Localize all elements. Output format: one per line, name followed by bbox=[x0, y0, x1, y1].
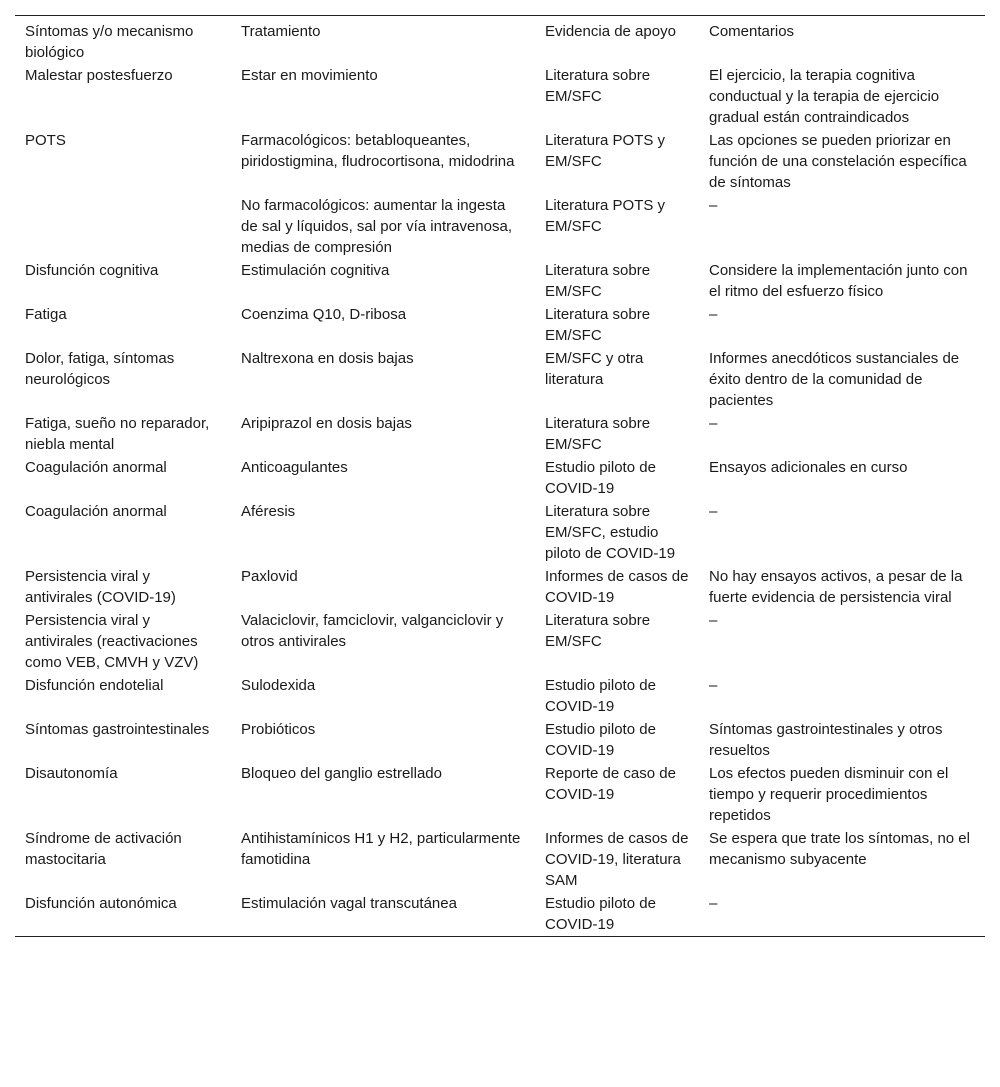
table-body bbox=[15, 64, 985, 937]
table-row bbox=[15, 129, 985, 194]
cell-evidence: Reporte de caso de COVID-19 bbox=[545, 765, 676, 803]
table-row bbox=[15, 718, 985, 762]
cell-symptom: Persistencia viral y antivirales (reactivaciones como VEB, CMVH y VZV) bbox=[25, 612, 199, 671]
cell-evidence: Literatura POTS y EM/SFC bbox=[545, 132, 666, 170]
table-row bbox=[15, 674, 985, 718]
header-row bbox=[15, 16, 985, 65]
cell-comments: – bbox=[709, 895, 718, 912]
table-row bbox=[15, 64, 985, 129]
cell-treatment: Estimulación cognitiva bbox=[241, 262, 390, 279]
cell-evidence: Literatura sobre EM/SFC bbox=[545, 306, 651, 344]
cell-evidence: Estudio piloto de COVID-19 bbox=[545, 677, 656, 715]
cell-symptom: Disautonomía bbox=[25, 765, 118, 782]
cell-evidence: Literatura sobre EM/SFC bbox=[545, 415, 651, 453]
cell-evidence: Estudio piloto de COVID-19 bbox=[545, 895, 656, 933]
cell-comments: – bbox=[709, 612, 718, 629]
cell-treatment: Aféresis bbox=[241, 503, 296, 520]
table-row bbox=[15, 347, 985, 412]
cell-comments: No hay ensayos activos, a pesar de la fuerte evidencia de persistencia viral bbox=[709, 568, 963, 606]
table-header bbox=[15, 16, 985, 65]
cell-symptom: Síntomas gastrointestinales bbox=[25, 721, 210, 738]
cell-comments: – bbox=[709, 197, 718, 214]
cell-evidence: Literatura POTS y EM/SFC bbox=[545, 197, 666, 235]
table-row bbox=[15, 500, 985, 565]
cell-evidence: Literatura sobre EM/SFC bbox=[545, 67, 651, 105]
cell-treatment: Valaciclovir, famciclovir, valganciclovir y otros antivirales bbox=[241, 612, 504, 650]
cell-comments: Las opciones se pueden priorizar en función de una constelación específica de síntomas bbox=[709, 132, 967, 191]
cell-symptom: Fatiga bbox=[25, 306, 67, 323]
cell-comments: Informes anecdóticos sustanciales de éxito dentro de la comunidad de pacientes bbox=[709, 350, 960, 409]
cell-symptom: Dolor, fatiga, síntomas neurológicos bbox=[25, 350, 175, 388]
cell-symptom bbox=[15, 194, 231, 259]
cell-comments: Síntomas gastrointestinales y otros resueltos bbox=[709, 721, 943, 759]
cell-comments: – bbox=[709, 415, 718, 432]
table-row bbox=[15, 259, 985, 303]
cell-treatment: Aripiprazol en dosis bajas bbox=[241, 415, 412, 432]
cell-comments: Los efectos pueden disminuir con el tiempo y requerir procedimientos repetidos bbox=[709, 765, 949, 824]
table-row bbox=[15, 303, 985, 347]
cell-comments: – bbox=[709, 503, 718, 520]
table-row bbox=[15, 456, 985, 500]
cell-comments: El ejercicio, la terapia cognitiva conductual y la terapia de ejercicio gradual están contraindicados bbox=[709, 67, 940, 126]
table-row bbox=[15, 892, 985, 937]
cell-treatment: Antihistamínicos H1 y H2, particularmente famotidina bbox=[241, 830, 521, 868]
cell-comments: Ensayos adicionales en curso bbox=[709, 459, 908, 476]
cell-evidence: EM/SFC y otra literatura bbox=[545, 350, 644, 388]
cell-evidence: Literatura sobre EM/SFC bbox=[545, 262, 651, 300]
cell-symptom: Disfunción endotelial bbox=[25, 677, 164, 694]
cell-treatment: Naltrexona en dosis bajas bbox=[241, 350, 414, 367]
cell-evidence: Informes de casos de COVID-19 bbox=[545, 568, 689, 606]
cell-symptom: Síndrome de activación mastocitaria bbox=[25, 830, 182, 868]
cell-treatment: Sulodexida bbox=[241, 677, 316, 694]
cell-comments: – bbox=[709, 677, 718, 694]
header-treatment: Tratamiento bbox=[241, 23, 321, 40]
cell-symptom: POTS bbox=[25, 132, 66, 149]
cell-comments: Se espera que trate los síntomas, no el mecanismo subyacente bbox=[709, 830, 970, 868]
cell-symptom: Disfunción cognitiva bbox=[25, 262, 159, 279]
cell-treatment: Coenzima Q10, D-ribosa bbox=[241, 306, 407, 323]
cell-treatment: Paxlovid bbox=[241, 568, 298, 585]
header-evidence: Evidencia de apoyo bbox=[545, 23, 676, 40]
table-row bbox=[15, 412, 985, 456]
cell-symptom: Malestar postesfuerzo bbox=[25, 67, 173, 84]
cell-treatment: Bloqueo del ganglio estrellado bbox=[241, 765, 442, 782]
cell-treatment: Estar en movimiento bbox=[241, 67, 378, 84]
cell-evidence: Estudio piloto de COVID-19 bbox=[545, 721, 656, 759]
table-row bbox=[15, 609, 985, 674]
header-comments: Comentarios bbox=[709, 23, 795, 40]
cell-evidence: Literatura sobre EM/SFC, estudio piloto de COVID-19 bbox=[545, 503, 676, 562]
table-row bbox=[15, 827, 985, 892]
cell-comments: Considere la implementación junto con el ritmo del esfuerzo físico bbox=[709, 262, 968, 300]
table-row bbox=[15, 565, 985, 609]
cell-comments: – bbox=[709, 306, 718, 323]
table-row bbox=[15, 194, 985, 259]
cell-treatment: Farmacológicos: betabloqueantes, piridostigmina, fludrocortisona, midodrina bbox=[241, 132, 515, 170]
cell-symptom: Coagulación anormal bbox=[25, 503, 167, 520]
table-row bbox=[15, 762, 985, 827]
cell-symptom: Coagulación anormal bbox=[25, 459, 167, 476]
cell-symptom: Persistencia viral y antivirales (COVID-19) bbox=[25, 568, 176, 606]
cell-treatment: Probióticos bbox=[241, 721, 316, 738]
cell-treatment: Estimulación vagal transcutánea bbox=[241, 895, 457, 912]
cell-evidence: Literatura sobre EM/SFC bbox=[545, 612, 651, 650]
header-symptom: Síntomas y/o mecanismo biológico bbox=[25, 23, 194, 61]
treatment-table bbox=[15, 15, 985, 937]
cell-evidence: Informes de casos de COVID-19, literatura SAM bbox=[545, 830, 689, 889]
cell-symptom: Disfunción autonómica bbox=[25, 895, 177, 912]
cell-treatment: No farmacológicos: aumentar la ingesta de sal y líquidos, sal por vía intravenosa, medias de compresión bbox=[241, 197, 512, 256]
cell-evidence: Estudio piloto de COVID-19 bbox=[545, 459, 656, 497]
cell-treatment: Anticoagulantes bbox=[241, 459, 348, 476]
cell-symptom: Fatiga, sueño no reparador, niebla mental bbox=[25, 415, 210, 453]
